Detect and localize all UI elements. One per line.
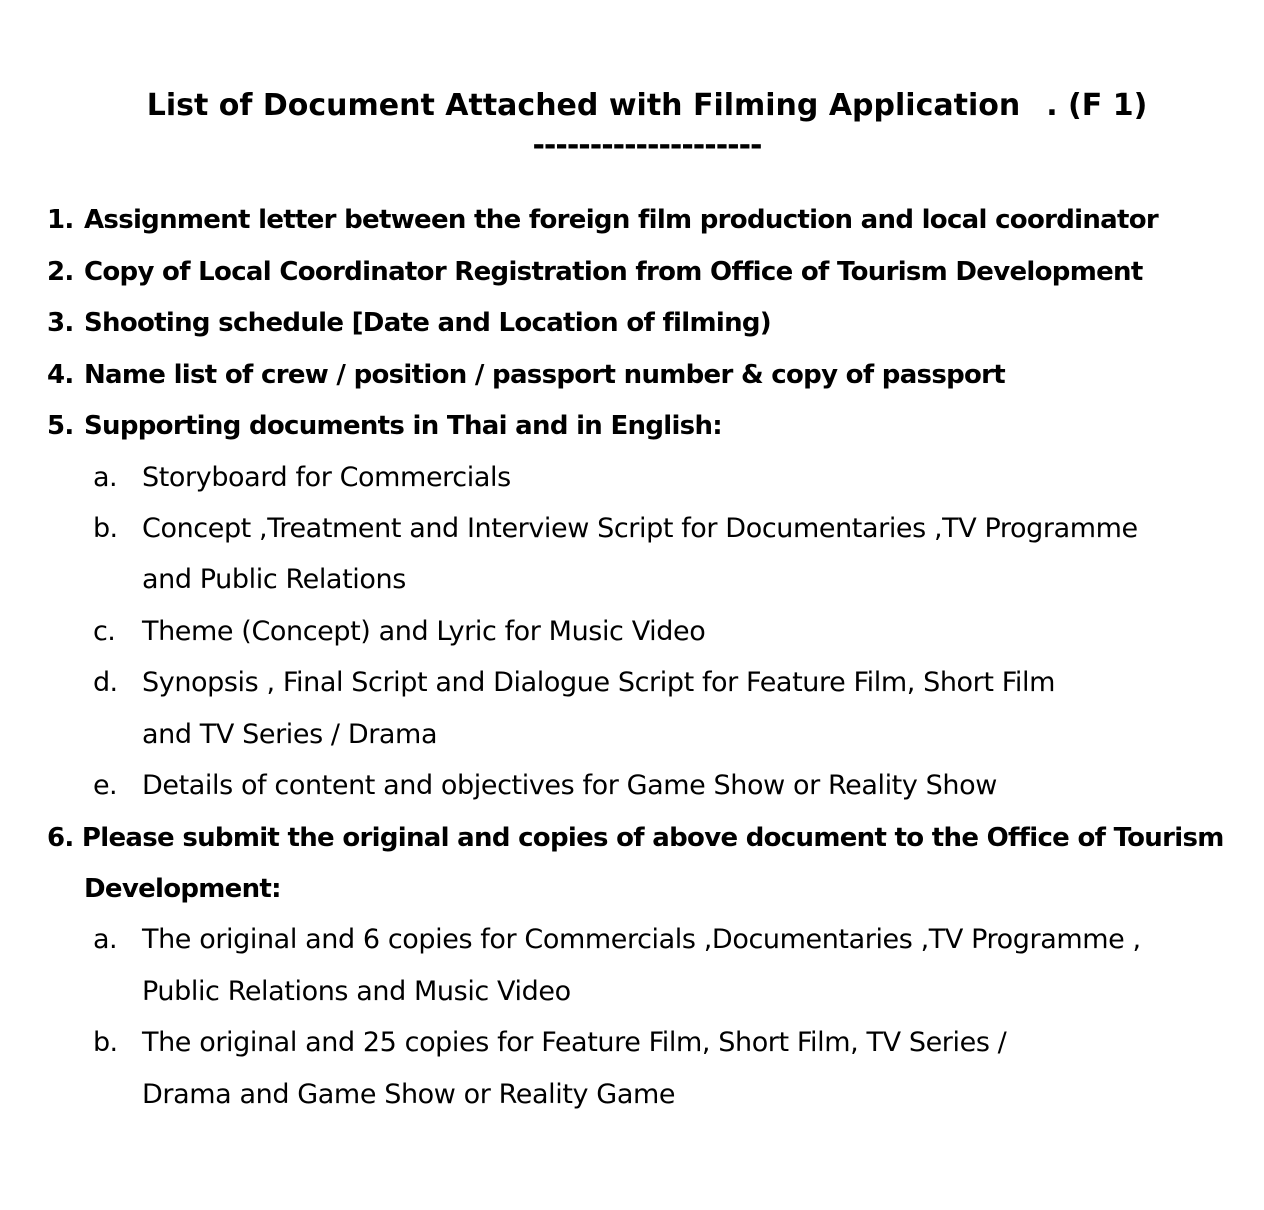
sub-item-letter: a. <box>93 924 117 955</box>
sub-item-text: Theme (Concept) and Lyric for Music Video <box>142 616 706 647</box>
form-code: . (F 1) <box>1046 88 1148 123</box>
sub-item-letter: b. <box>93 513 118 544</box>
sub-item-text: Drama and Game Show or Reality Game <box>142 1079 676 1110</box>
list-item-text: Assignment letter between the foreign film production and local coordinator <box>84 205 1159 235</box>
list-item-text: 6. Please submit the original and copies of above document to the Office of Tourism <box>47 823 1224 853</box>
list-item-text: Supporting documents in Thai and in English: <box>84 411 722 441</box>
sub-item-text: Concept ,Treatment and Interview Script for Documentaries ,TV Programme <box>142 513 1138 544</box>
list-item-number: 5. <box>47 411 74 441</box>
sub-item-letter: b. <box>93 1027 118 1058</box>
sub-item-text: and TV Series / Drama <box>142 719 438 750</box>
list-item-number: 2. <box>47 257 74 287</box>
list-item-text: Copy of Local Coordinator Registration from Office of Tourism Development <box>84 257 1143 287</box>
document-title-text: List of Document Attached with Filming Application <box>146 88 1021 123</box>
sub-item-letter: e. <box>93 770 117 801</box>
sub-item-text: Synopsis , Final Script and Dialogue Script for Feature Film, Short Film <box>142 667 1056 698</box>
sub-item-letter: d. <box>93 667 118 698</box>
list-item-text: Name list of crew / position / passport number & copy of passport <box>84 360 1006 390</box>
sub-item-letter: c. <box>93 616 116 647</box>
title-underline: -------------------- <box>532 128 762 163</box>
sub-item-text: Details of content and objectives for Game Show or Reality Show <box>142 770 997 801</box>
sub-item-text: The original and 25 copies for Feature Film, Short Film, TV Series / <box>142 1027 1007 1058</box>
sub-item-letter: a. <box>93 462 117 493</box>
sub-item-text: Public Relations and Music Video <box>142 976 571 1007</box>
document-title <box>0 88 1264 123</box>
list-item-number: 1. <box>47 205 74 235</box>
list-item-number: 3. <box>47 308 74 338</box>
sub-item-text: Storyboard for Commercials <box>142 462 511 493</box>
list-item-text: Development: <box>84 874 281 904</box>
sub-item-text: and Public Relations <box>142 564 406 595</box>
list-item-text: Shooting schedule [Date and Location of filming) <box>84 308 771 338</box>
list-item-number: 4. <box>47 360 74 390</box>
sub-item-text: The original and 6 copies for Commercials ,Documentaries ,TV Programme , <box>142 924 1141 955</box>
